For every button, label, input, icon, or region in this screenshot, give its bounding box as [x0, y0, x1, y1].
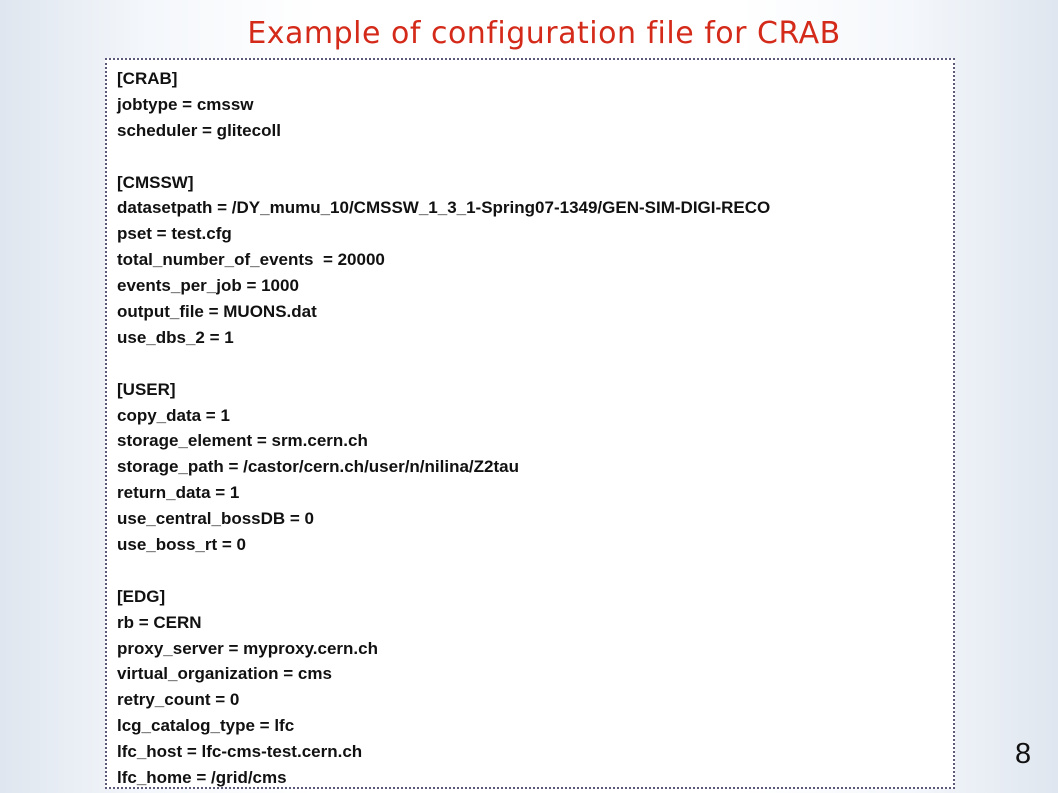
config-blank-line [117, 351, 953, 377]
config-line-section-crab: [CRAB] [117, 69, 178, 88]
config-line-section-user: [USER] [117, 379, 176, 399]
config-line: lcg_catalog_type = lfc [117, 716, 295, 736]
config-line: pset = test.cfg [117, 224, 232, 244]
config-line: total_number_of_events = 20000 [117, 250, 385, 270]
config-line: rb = CERN [117, 612, 202, 632]
config-line-section-edg: [EDG] [117, 586, 166, 606]
config-line: storage_path = /castor/cern.ch/user/n/nilina/Z2tau [117, 457, 519, 477]
config-line: use_dbs_2 = 1 [117, 327, 234, 347]
config-line: scheduler = glitecoll [117, 120, 281, 140]
config-line: use_central_bossDB = 0 [117, 509, 315, 529]
config-blank-line [117, 558, 953, 584]
config-line: return_data = 1 [117, 483, 240, 503]
config-line: datasetpath = /DY_mumu_10/CMSSW_1_3_1-Spring07-1349/GEN-SIM-DIGI-RECO [117, 198, 771, 218]
config-line-section-cmssw: [CMSSW] [117, 172, 194, 192]
config-line: lfc_host = lfc-cms-test.cern.ch [117, 742, 363, 762]
slide-title: Example of configuration file for CRAB [247, 16, 841, 51]
config-line: jobtype = cmssw [117, 94, 254, 114]
config-line: events_per_job = 1000 [117, 276, 299, 296]
config-file-box [105, 58, 955, 789]
config-line: copy_data = 1 [117, 405, 230, 425]
config-line: retry_count = 0 [117, 690, 240, 710]
config-line: lfc_home = /grid/cms [117, 768, 287, 788]
config-line: virtual_organization = cms [117, 664, 332, 684]
config-blank-line [117, 144, 953, 170]
config-line: use_boss_rt = 0 [117, 535, 246, 555]
config-line: storage_element = srm.cern.ch [117, 431, 368, 451]
config-line: proxy_server = myproxy.cern.ch [117, 638, 378, 658]
config-line: output_file = MUONS.dat [117, 302, 317, 322]
page-number: 8 [1015, 738, 1032, 770]
